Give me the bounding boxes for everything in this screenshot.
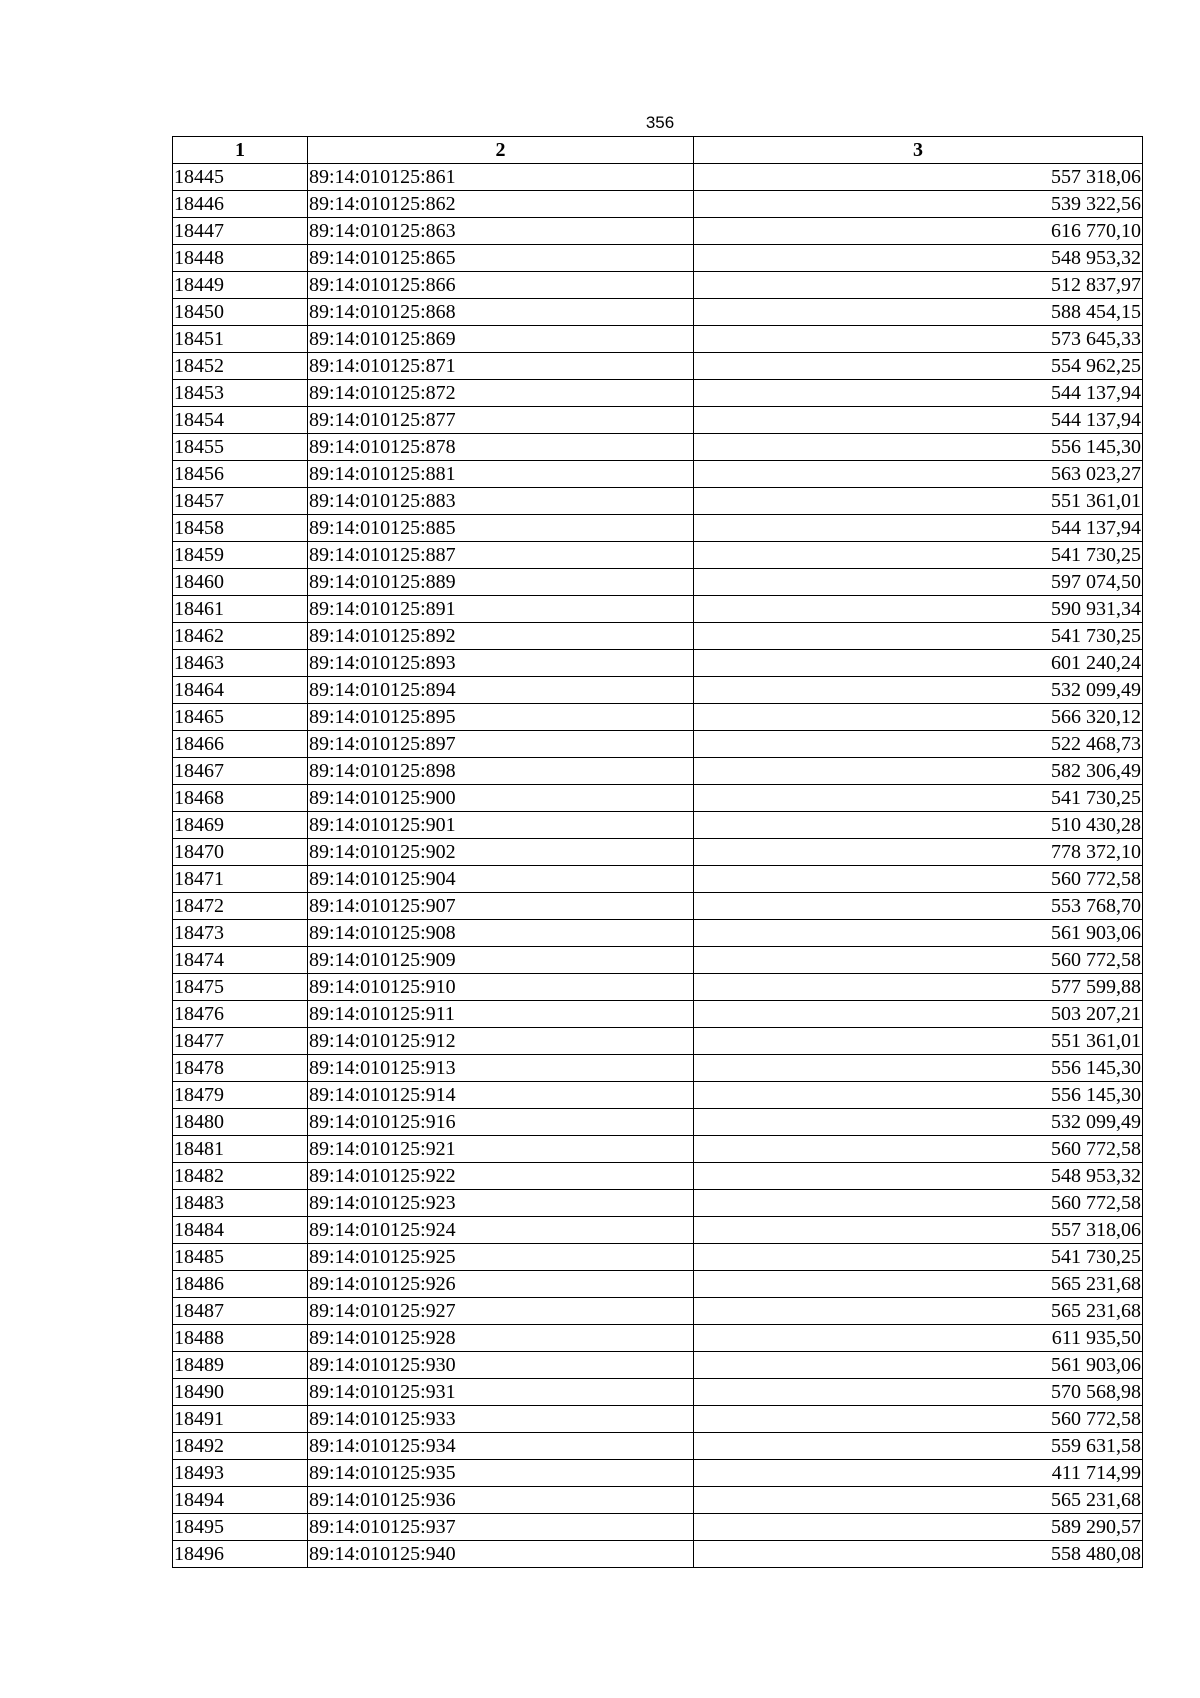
row-number-cell: 18489 bbox=[173, 1352, 308, 1379]
cadastral-number-cell: 89:14:010125:885 bbox=[308, 515, 694, 542]
table-row bbox=[173, 1190, 1143, 1217]
value-cell: 551 361,01 bbox=[694, 1028, 1143, 1055]
cadastral-number-cell: 89:14:010125:862 bbox=[308, 191, 694, 218]
value-cell: 556 145,30 bbox=[694, 434, 1143, 461]
row-number-cell: 18490 bbox=[173, 1379, 308, 1406]
table-row bbox=[173, 488, 1143, 515]
row-number-cell: 18479 bbox=[173, 1082, 308, 1109]
value-cell: 589 290,57 bbox=[694, 1514, 1143, 1541]
value-cell: 561 903,06 bbox=[694, 1352, 1143, 1379]
value-cell: 565 231,68 bbox=[694, 1298, 1143, 1325]
row-number-cell: 18468 bbox=[173, 785, 308, 812]
row-number-cell: 18483 bbox=[173, 1190, 308, 1217]
table-row bbox=[173, 785, 1143, 812]
cadastral-number-cell: 89:14:010125:922 bbox=[308, 1163, 694, 1190]
cadastral-number-cell: 89:14:010125:928 bbox=[308, 1325, 694, 1352]
row-number-cell: 18471 bbox=[173, 866, 308, 893]
row-number-cell: 18485 bbox=[173, 1244, 308, 1271]
row-number-cell: 18445 bbox=[173, 164, 308, 191]
table-row bbox=[173, 1028, 1143, 1055]
value-cell: 548 953,32 bbox=[694, 245, 1143, 272]
value-cell: 541 730,25 bbox=[694, 785, 1143, 812]
table-row bbox=[173, 731, 1143, 758]
table-row bbox=[173, 1487, 1143, 1514]
table-row bbox=[173, 1109, 1143, 1136]
table-row bbox=[173, 272, 1143, 299]
cadastral-number-cell: 89:14:010125:897 bbox=[308, 731, 694, 758]
row-number-cell: 18475 bbox=[173, 974, 308, 1001]
cadastral-number-cell: 89:14:010125:923 bbox=[308, 1190, 694, 1217]
row-number-cell: 18491 bbox=[173, 1406, 308, 1433]
row-number-cell: 18469 bbox=[173, 812, 308, 839]
table-row bbox=[173, 461, 1143, 488]
row-number-cell: 18457 bbox=[173, 488, 308, 515]
row-number-cell: 18463 bbox=[173, 650, 308, 677]
cadastral-number-cell: 89:14:010125:908 bbox=[308, 920, 694, 947]
column-header-3: 3 bbox=[694, 137, 1143, 164]
value-cell: 611 935,50 bbox=[694, 1325, 1143, 1352]
table-row bbox=[173, 542, 1143, 569]
value-cell: 563 023,27 bbox=[694, 461, 1143, 488]
cadastral-number-cell: 89:14:010125:933 bbox=[308, 1406, 694, 1433]
value-cell: 560 772,58 bbox=[694, 866, 1143, 893]
row-number-cell: 18476 bbox=[173, 1001, 308, 1028]
table-row bbox=[173, 1379, 1143, 1406]
row-number-cell: 18467 bbox=[173, 758, 308, 785]
value-cell: 565 231,68 bbox=[694, 1487, 1143, 1514]
cadastral-number-cell: 89:14:010125:863 bbox=[308, 218, 694, 245]
row-number-cell: 18447 bbox=[173, 218, 308, 245]
table-row bbox=[173, 1271, 1143, 1298]
value-cell: 541 730,25 bbox=[694, 1244, 1143, 1271]
cadastral-number-cell: 89:14:010125:910 bbox=[308, 974, 694, 1001]
row-number-cell: 18448 bbox=[173, 245, 308, 272]
table-row bbox=[173, 1460, 1143, 1487]
row-number-cell: 18473 bbox=[173, 920, 308, 947]
cadastral-number-cell: 89:14:010125:907 bbox=[308, 893, 694, 920]
row-number-cell: 18462 bbox=[173, 623, 308, 650]
cadastral-number-cell: 89:14:010125:898 bbox=[308, 758, 694, 785]
value-cell: 601 240,24 bbox=[694, 650, 1143, 677]
table-row bbox=[173, 353, 1143, 380]
row-number-cell: 18466 bbox=[173, 731, 308, 758]
row-number-cell: 18453 bbox=[173, 380, 308, 407]
row-number-cell: 18494 bbox=[173, 1487, 308, 1514]
value-cell: 566 320,12 bbox=[694, 704, 1143, 731]
value-cell: 557 318,06 bbox=[694, 1217, 1143, 1244]
value-cell: 556 145,30 bbox=[694, 1055, 1143, 1082]
cadastral-number-cell: 89:14:010125:892 bbox=[308, 623, 694, 650]
cadastral-number-cell: 89:14:010125:869 bbox=[308, 326, 694, 353]
value-cell: 548 953,32 bbox=[694, 1163, 1143, 1190]
value-cell: 553 768,70 bbox=[694, 893, 1143, 920]
table-row bbox=[173, 515, 1143, 542]
column-header-2: 2 bbox=[308, 137, 694, 164]
row-number-cell: 18492 bbox=[173, 1433, 308, 1460]
value-cell: 532 099,49 bbox=[694, 677, 1143, 704]
cadastral-number-cell: 89:14:010125:924 bbox=[308, 1217, 694, 1244]
row-number-cell: 18478 bbox=[173, 1055, 308, 1082]
value-cell: 551 361,01 bbox=[694, 488, 1143, 515]
row-number-cell: 18480 bbox=[173, 1109, 308, 1136]
cadastral-number-cell: 89:14:010125:893 bbox=[308, 650, 694, 677]
table-row bbox=[173, 1406, 1143, 1433]
row-number-cell: 18472 bbox=[173, 893, 308, 920]
table-row bbox=[173, 1055, 1143, 1082]
page-number: 356 bbox=[645, 113, 675, 132]
table-row bbox=[173, 974, 1143, 1001]
cadastral-number-cell: 89:14:010125:871 bbox=[308, 353, 694, 380]
value-cell: 588 454,15 bbox=[694, 299, 1143, 326]
table-row bbox=[173, 1082, 1143, 1109]
row-number-cell: 18470 bbox=[173, 839, 308, 866]
table-header-row bbox=[173, 137, 1143, 164]
value-cell: 544 137,94 bbox=[694, 515, 1143, 542]
cadastral-number-cell: 89:14:010125:868 bbox=[308, 299, 694, 326]
table-row bbox=[173, 1217, 1143, 1244]
value-cell: 544 137,94 bbox=[694, 407, 1143, 434]
table-row bbox=[173, 380, 1143, 407]
row-number-cell: 18449 bbox=[173, 272, 308, 299]
cadastral-number-cell: 89:14:010125:921 bbox=[308, 1136, 694, 1163]
value-cell: 616 770,10 bbox=[694, 218, 1143, 245]
table-row bbox=[173, 1001, 1143, 1028]
row-number-cell: 18455 bbox=[173, 434, 308, 461]
table-row bbox=[173, 569, 1143, 596]
value-cell: 560 772,58 bbox=[694, 1136, 1143, 1163]
value-cell: 561 903,06 bbox=[694, 920, 1143, 947]
row-number-cell: 18484 bbox=[173, 1217, 308, 1244]
table-row bbox=[173, 1325, 1143, 1352]
row-number-cell: 18446 bbox=[173, 191, 308, 218]
cadastral-number-cell: 89:14:010125:861 bbox=[308, 164, 694, 191]
row-number-cell: 18450 bbox=[173, 299, 308, 326]
value-cell: 559 631,58 bbox=[694, 1433, 1143, 1460]
cadastral-number-cell: 89:14:010125:889 bbox=[308, 569, 694, 596]
value-cell: 573 645,33 bbox=[694, 326, 1143, 353]
table-row bbox=[173, 866, 1143, 893]
table-row bbox=[173, 1541, 1143, 1568]
table-row bbox=[173, 191, 1143, 218]
cadastral-number-cell: 89:14:010125:930 bbox=[308, 1352, 694, 1379]
cadastral-number-cell: 89:14:010125:902 bbox=[308, 839, 694, 866]
value-cell: 558 480,08 bbox=[694, 1541, 1143, 1568]
cadastral-number-cell: 89:14:010125:904 bbox=[308, 866, 694, 893]
value-cell: 411 714,99 bbox=[694, 1460, 1143, 1487]
table-row bbox=[173, 434, 1143, 461]
table-row bbox=[173, 677, 1143, 704]
value-cell: 590 931,34 bbox=[694, 596, 1143, 623]
table-row bbox=[173, 596, 1143, 623]
row-number-cell: 18488 bbox=[173, 1325, 308, 1352]
value-cell: 565 231,68 bbox=[694, 1271, 1143, 1298]
table-row bbox=[173, 407, 1143, 434]
table-row bbox=[173, 1136, 1143, 1163]
table-row bbox=[173, 245, 1143, 272]
value-cell: 556 145,30 bbox=[694, 1082, 1143, 1109]
cadastral-number-cell: 89:14:010125:937 bbox=[308, 1514, 694, 1541]
value-cell: 503 207,21 bbox=[694, 1001, 1143, 1028]
cadastral-number-cell: 89:14:010125:878 bbox=[308, 434, 694, 461]
cadastral-number-cell: 89:14:010125:912 bbox=[308, 1028, 694, 1055]
table-row bbox=[173, 893, 1143, 920]
row-number-cell: 18452 bbox=[173, 353, 308, 380]
row-number-cell: 18481 bbox=[173, 1136, 308, 1163]
cadastral-number-cell: 89:14:010125:887 bbox=[308, 542, 694, 569]
cadastral-number-cell: 89:14:010125:916 bbox=[308, 1109, 694, 1136]
cadastral-number-cell: 89:14:010125:872 bbox=[308, 380, 694, 407]
row-number-cell: 18493 bbox=[173, 1460, 308, 1487]
table-body bbox=[173, 164, 1143, 1568]
value-cell: 541 730,25 bbox=[694, 542, 1143, 569]
cadastral-number-cell: 89:14:010125:927 bbox=[308, 1298, 694, 1325]
value-cell: 510 430,28 bbox=[694, 812, 1143, 839]
table-row bbox=[173, 758, 1143, 785]
value-cell: 560 772,58 bbox=[694, 1406, 1143, 1433]
row-number-cell: 18454 bbox=[173, 407, 308, 434]
cadastral-number-cell: 89:14:010125:901 bbox=[308, 812, 694, 839]
row-number-cell: 18496 bbox=[173, 1541, 308, 1568]
row-number-cell: 18495 bbox=[173, 1514, 308, 1541]
table-row bbox=[173, 812, 1143, 839]
table-row bbox=[173, 920, 1143, 947]
value-cell: 544 137,94 bbox=[694, 380, 1143, 407]
table-row bbox=[173, 1244, 1143, 1271]
value-cell: 532 099,49 bbox=[694, 1109, 1143, 1136]
data-table bbox=[172, 136, 1143, 1568]
table-row bbox=[173, 1298, 1143, 1325]
row-number-cell: 18464 bbox=[173, 677, 308, 704]
cadastral-number-cell: 89:14:010125:891 bbox=[308, 596, 694, 623]
cadastral-number-cell: 89:14:010125:931 bbox=[308, 1379, 694, 1406]
value-cell: 577 599,88 bbox=[694, 974, 1143, 1001]
value-cell: 778 372,10 bbox=[694, 839, 1143, 866]
cadastral-number-cell: 89:14:010125:936 bbox=[308, 1487, 694, 1514]
cadastral-number-cell: 89:14:010125:895 bbox=[308, 704, 694, 731]
cadastral-number-cell: 89:14:010125:940 bbox=[308, 1541, 694, 1568]
cadastral-number-cell: 89:14:010125:935 bbox=[308, 1460, 694, 1487]
value-cell: 597 074,50 bbox=[694, 569, 1143, 596]
row-number-cell: 18482 bbox=[173, 1163, 308, 1190]
table-row bbox=[173, 299, 1143, 326]
value-cell: 554 962,25 bbox=[694, 353, 1143, 380]
row-number-cell: 18465 bbox=[173, 704, 308, 731]
value-cell: 582 306,49 bbox=[694, 758, 1143, 785]
table-row bbox=[173, 218, 1143, 245]
cadastral-number-cell: 89:14:010125:911 bbox=[308, 1001, 694, 1028]
table-row bbox=[173, 650, 1143, 677]
row-number-cell: 18459 bbox=[173, 542, 308, 569]
table-row bbox=[173, 1352, 1143, 1379]
table-row bbox=[173, 623, 1143, 650]
value-cell: 539 322,56 bbox=[694, 191, 1143, 218]
table-row bbox=[173, 947, 1143, 974]
row-number-cell: 18474 bbox=[173, 947, 308, 974]
value-cell: 522 468,73 bbox=[694, 731, 1143, 758]
table-row bbox=[173, 839, 1143, 866]
row-number-cell: 18461 bbox=[173, 596, 308, 623]
table-row bbox=[173, 326, 1143, 353]
cadastral-number-cell: 89:14:010125:934 bbox=[308, 1433, 694, 1460]
cadastral-number-cell: 89:14:010125:909 bbox=[308, 947, 694, 974]
cadastral-number-cell: 89:14:010125:883 bbox=[308, 488, 694, 515]
row-number-cell: 18456 bbox=[173, 461, 308, 488]
row-number-cell: 18460 bbox=[173, 569, 308, 596]
cadastral-number-cell: 89:14:010125:877 bbox=[308, 407, 694, 434]
row-number-cell: 18477 bbox=[173, 1028, 308, 1055]
table-row bbox=[173, 164, 1143, 191]
table-row bbox=[173, 1163, 1143, 1190]
cadastral-number-cell: 89:14:010125:913 bbox=[308, 1055, 694, 1082]
cadastral-number-cell: 89:14:010125:881 bbox=[308, 461, 694, 488]
row-number-cell: 18458 bbox=[173, 515, 308, 542]
cadastral-number-cell: 89:14:010125:925 bbox=[308, 1244, 694, 1271]
cadastral-number-cell: 89:14:010125:926 bbox=[308, 1271, 694, 1298]
row-number-cell: 18486 bbox=[173, 1271, 308, 1298]
value-cell: 560 772,58 bbox=[694, 1190, 1143, 1217]
table-row bbox=[173, 704, 1143, 731]
table-row bbox=[173, 1433, 1143, 1460]
row-number-cell: 18487 bbox=[173, 1298, 308, 1325]
table-row bbox=[173, 1514, 1143, 1541]
value-cell: 570 568,98 bbox=[694, 1379, 1143, 1406]
column-header-1: 1 bbox=[173, 137, 308, 164]
value-cell: 557 318,06 bbox=[694, 164, 1143, 191]
value-cell: 512 837,97 bbox=[694, 272, 1143, 299]
cadastral-number-cell: 89:14:010125:914 bbox=[308, 1082, 694, 1109]
cadastral-number-cell: 89:14:010125:894 bbox=[308, 677, 694, 704]
cadastral-number-cell: 89:14:010125:865 bbox=[308, 245, 694, 272]
value-cell: 560 772,58 bbox=[694, 947, 1143, 974]
value-cell: 541 730,25 bbox=[694, 623, 1143, 650]
row-number-cell: 18451 bbox=[173, 326, 308, 353]
cadastral-number-cell: 89:14:010125:900 bbox=[308, 785, 694, 812]
cadastral-number-cell: 89:14:010125:866 bbox=[308, 272, 694, 299]
